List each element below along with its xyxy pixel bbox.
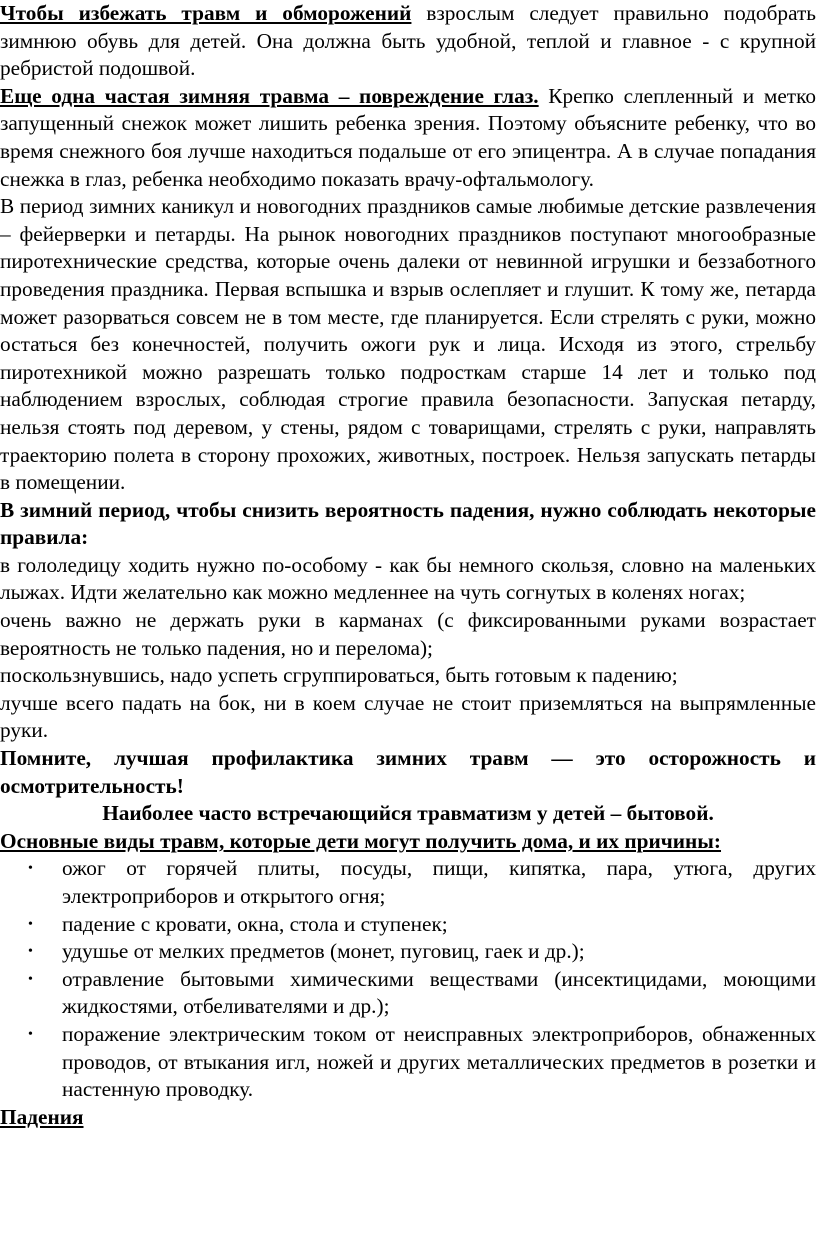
list-item-text: отравление бытовыми химическими веществами (инсектицидами, моющими жидкостями, отбеливателями и др.); bbox=[62, 966, 816, 1019]
reminder-prevention: Помните, лучшая профилактика зимних травм — это осторожность и осмотрительность! bbox=[0, 746, 816, 798]
bullet-icon: • bbox=[28, 861, 33, 877]
list-item bbox=[0, 855, 816, 910]
heading-falls: Падения bbox=[0, 1104, 84, 1129]
paragraph-lead-frostbite: Чтобы избежать травм и обморожений bbox=[0, 1, 412, 25]
list-item-text: ожог от горячей плиты, посуды, пищи, кипятка, пара, утюга, других электроприборов и открытого огня; bbox=[62, 856, 816, 908]
paragraph-lead-eye-injury: Еще одна частая зимняя травма – повреждение глаз. bbox=[0, 83, 539, 108]
paragraph-fireworks: В период зимних каникул и новогодних праздников самые любимые детские развлечения – фейерверки и петарды. На рынок новогодних праздников поступают многообразные пиротехнические средства, которые очень далеки от невинной игрушки и беззаботного проведения праздника. Первая вспышка и взрыв ослепляет и глушит. К тому же, петарда может разорваться совсем не в том месте, где планируется. Если стрелять с руки, можно остаться без конечностей, получить ожоги рук и лица. Исходя из этого, стрельбу пиротехникой можно разрешать только подросткам старше 14 лет и только под наблюдением взрослых, соблюдая строгие правила безопасности. Запуская петарду, нельзя стоять под деревом, у стены, рядом с товарищами, стрелять с руки, направлять траекторию полета в сторону прохожих, животных, построек. Нельзя запускать петарды в помещении. bbox=[0, 194, 816, 495]
paragraph-eye-injury bbox=[0, 83, 816, 193]
paragraph-text-eye-injury: Крепко слепленный и метко запущенный снежок может лишить ребенка зрения. Поэтому объясните ребенку, что во время снежного боя лучше находиться подальше от его эпицентра. А в случае попадания снежка в глаз, ребенка необходимо показать врачу-офтальмологу. bbox=[0, 83, 816, 191]
heading-injury-types: Основные виды травм, которые дети могут получить дома, и их причины: bbox=[0, 828, 722, 853]
list-item-text: падение с кровати, окна, стола и ступенек; bbox=[62, 911, 448, 936]
heading-winter-falls-rules: В зимний период, чтобы снизить вероятность падения, нужно соблюдать некоторые правила: bbox=[0, 497, 816, 550]
list-item bbox=[0, 911, 816, 939]
bullet-icon: • bbox=[28, 916, 33, 932]
paragraph-frostbite-shoes bbox=[0, 0, 816, 83]
rule-hands-out-of-pockets: очень важно не держать руки в карманах (с фиксированными руками возрастает вероятность не только падения, но и перелома); bbox=[0, 608, 816, 660]
rule-walking-on-ice: в гололедицу ходить нужно по-особому - как бы немного скользя, словно на маленьких лыжах. Идти желательно как можно медленнее на чуть согнутых в коленях ногах; bbox=[0, 552, 816, 605]
list-item-text: поражение электрическим током от неисправных электроприборов, обнаженных проводов, от втыкания игл, ножей и других металлических предметов в розетки и настенную проводку. bbox=[62, 1021, 816, 1102]
bullet-icon: • bbox=[28, 944, 33, 960]
list-item bbox=[0, 1021, 816, 1104]
bullet-icon: • bbox=[28, 971, 33, 987]
injury-types-list bbox=[0, 855, 816, 1103]
list-item bbox=[0, 938, 816, 966]
rule-fall-on-side: лучше всего падать на бок, ни в коем случае не стоит приземляться на выпрямленные руки. bbox=[0, 690, 816, 743]
list-item-text: удушье от мелких предметов (монет, пуговиц, гаек и др.); bbox=[62, 939, 585, 964]
bullet-icon: • bbox=[28, 1026, 33, 1042]
list-item bbox=[0, 966, 816, 1021]
rule-group-when-slipping: поскользнувшись, надо успеть сгруппироваться, быть готовым к падению; bbox=[0, 663, 678, 688]
paragraph-text-frostbite: взрослым следует правильно подобрать зимнюю обувь для детей. Она должна быть удобной, теплой и главное - с крупной ребристой подошвой. bbox=[0, 1, 816, 81]
heading-household-injuries: Наиболее часто встречающийся травматизм у детей – бытовой. bbox=[102, 801, 714, 826]
